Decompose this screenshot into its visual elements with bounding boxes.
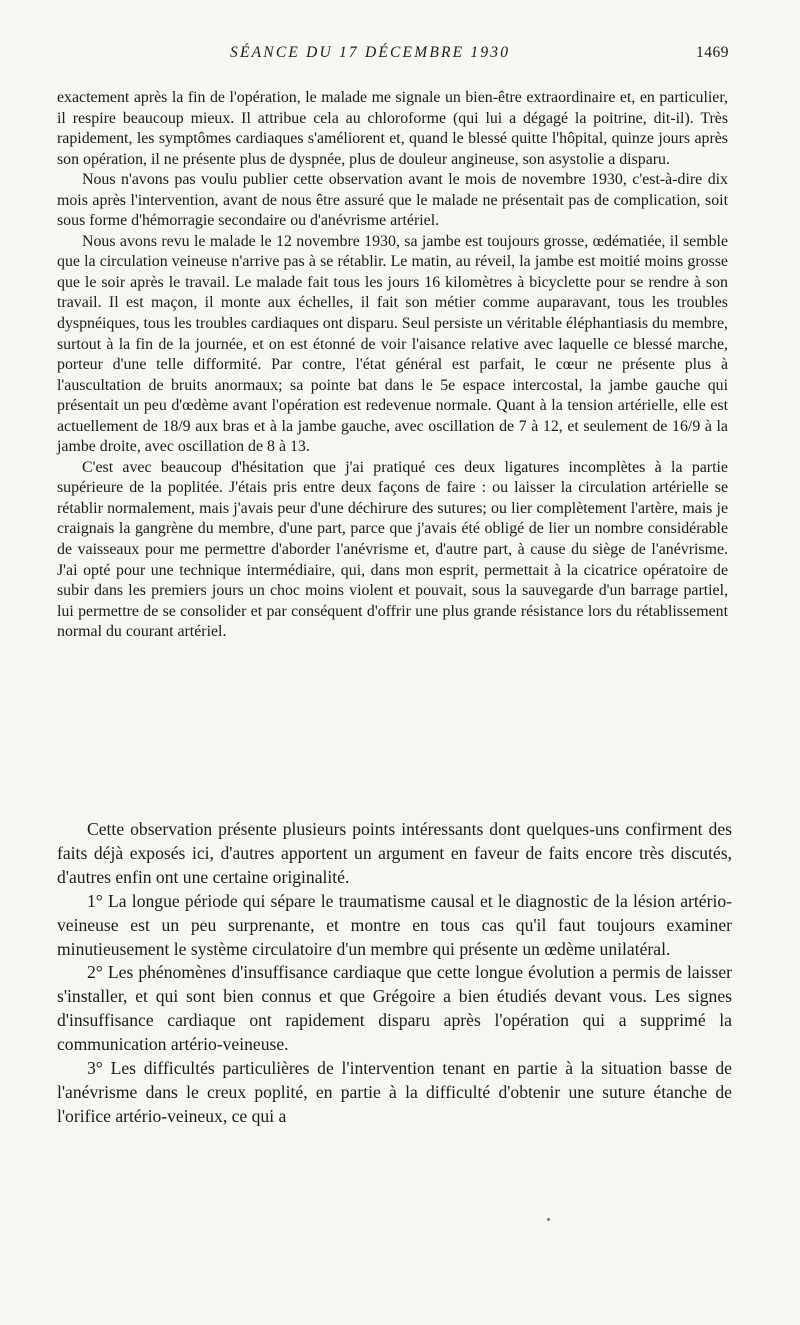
commentary-paragraph: 1° La longue période qui sépare le traumatisme causal et le diagnostic de la lésion artério-veineuse est un peu surprenante, et montre en tous cas qu'il faut toujours examiner minutieusement le système circulatoire d'un membre qui présente un œdème unilatéral. — [57, 890, 732, 959]
running-title: SÉANCE DU 17 DÉCEMBRE 1930 — [230, 44, 511, 61]
page-number: 1469 — [696, 44, 729, 61]
commentary-text — [57, 818, 732, 1129]
observation-paragraph: Nous avons revu le malade le 12 novembre 1930, sa jambe est toujours grosse, œdématiée, il semble que la circulation veineuse n'arrive pas à se rétablir. Le matin, au réveil, la jambe est moitié moins grosse que le soir après le travail. Le malade fait tous les jours 16 kilomètres à bicyclette pour se rendre à son travail. Il est maçon, il monte aux échelles, il fait son métier comme auparavant, tous les troubles dyspnéiques, tous les troubles cardiaques ont disparu. Seul persiste un véritable éléphantiasis du membre, surtout à la fin de la journée, et on est étonné de voir l'aisance relative avec laquelle ce blessé marche, porteur d'une telle difformité. Par contre, l'état général est parfait, le cœur ne présente plus à l'auscultation de bruits anormaux; sa pointe bat dans le 5e espace intercostal, la jambe gauche qui présentait un peu d'œdème avant l'opération est redevenue normale. Quant à la tension artérielle, elle est actuellement de 18/9 aux bras et à la jambe gauche, avec oscillation de 7 à 12, et seulement de 16/9 à la jambe droite, avec oscillation de 8 à 13. — [57, 232, 728, 456]
commentary-paragraph: Cette observation présente plusieurs points intéressants dont quelques-uns confirment des faits déjà exposés ici, d'autres apportent un argument en faveur de faits encore très discutés, d'autres enfin ont une certaine originalité. — [57, 819, 732, 887]
observation-paragraph: C'est avec beaucoup d'hésitation que j'ai pratiqué ces deux ligatures incomplètes à la partie supérieure de la poplitée. J'étais pris entre deux façons de faire : ou laisser la circulation artérielle se rétablir normalement, mais j'avais peur d'une déchirure des sutures; ou lier complètement l'artère, mais je craignais la gangrène du membre, d'une part, parce que j'avais été obligé de lier un nombre considérable de vaisseaux pour me permettre d'aborder l'anévrisme et, d'autre part, à cause du siège de l'anévrisme. J'ai opté pour une technique intermédiaire, qui, dans mon esprit, permettait à la cicatrice opératoire de subir dans les premiers jours un choc moins violent et pouvait, sous la sauvegarde d'un barrage partiel, lui permettre de se consolider et par conséquent d'offrir une plus grande résistance lors du rétablissement normal du courant artériel. — [57, 458, 728, 641]
commentary-paragraph: 3° Les difficultés particulières de l'intervention tenant en partie à la situation basse de l'anévrisme dans le creux poplité, en partie à la difficulté d'obtenir une suture étanche de l'orifice artério-veineux, ce qui a — [57, 1058, 732, 1126]
observation-text — [57, 88, 728, 643]
commentary-paragraph: 2° Les phénomènes d'insuffisance cardiaque que cette longue évolution a permis de laisser s'installer, et qui sont bien connus et que Grégoire a bien étudiés devant vous. Les signes d'insuffisance cardiaque ont rapidement disparu après l'opération qui a supprimé la communication artério-veineuse. — [57, 962, 732, 1055]
observation-paragraph: exactement après la fin de l'opération, le malade me signale un bien-être extraordinaire et, en particulier, il respire beaucoup mieux. Il attribue cela au chloroforme (qui lui a dégagé la poitrine, dit-il). Très rapidement, les symptômes cardiaques s'améliorent et, quand le blessé quitte l'hôpital, quinze jours après son opération, il ne présente plus de dyspnée, plus de douleur angineuse, son asystolie a disparu. — [57, 89, 728, 168]
page-header — [0, 44, 800, 68]
observation-paragraph: Nous n'avons pas voulu publier cette observation avant le mois de novembre 1930, c'est-à-dire dix mois après l'intervention, avant de nous être assuré que le malade ne présentait pas de complication, soit sous forme d'hémorragie secondaire ou d'anévrisme artériel. — [57, 171, 728, 230]
print-speck — [547, 1218, 550, 1221]
